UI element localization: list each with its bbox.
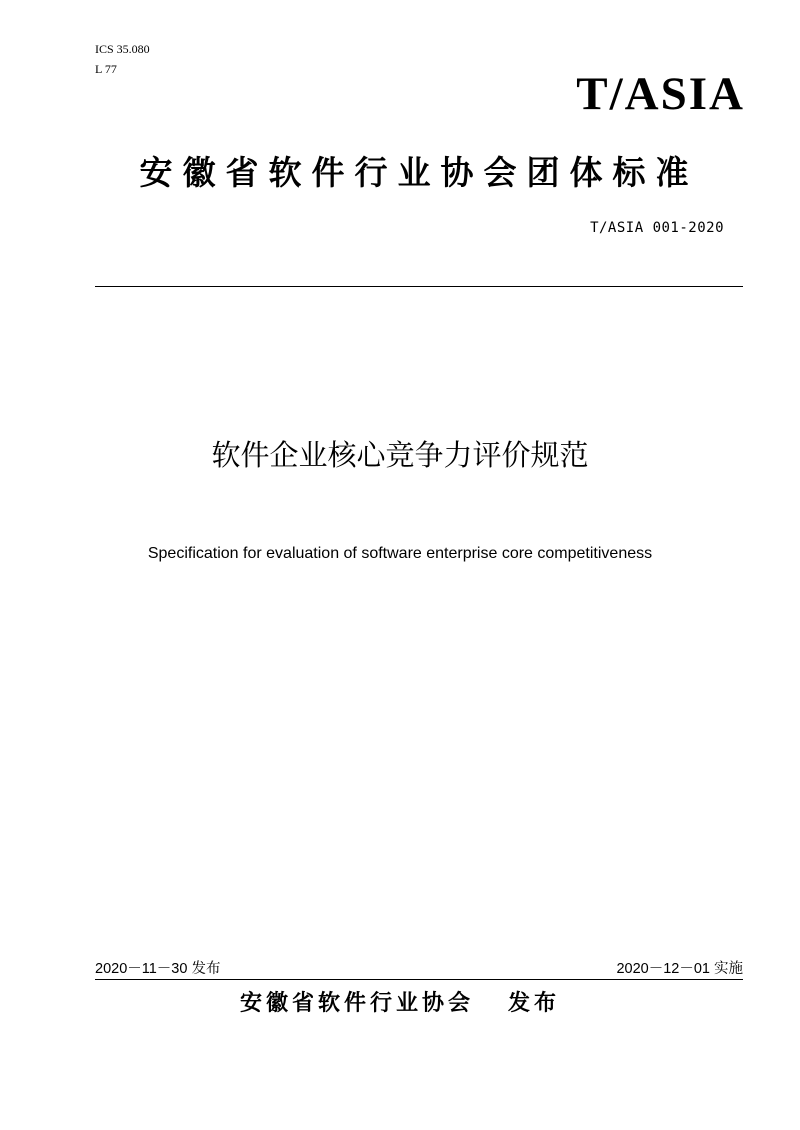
standard-number: T/ASIA 001-2020 xyxy=(590,220,724,236)
implement-date: 2020－12－01 实施 xyxy=(616,961,743,977)
standard-brand-logo: T/ASIA xyxy=(576,68,745,120)
issuer-name: 安徽省软件行业协会 xyxy=(239,991,474,1016)
document-title-chinese: 软件企业核心竞争力评价规范 xyxy=(211,438,589,472)
ics-code: ICS 35.080 xyxy=(95,42,150,56)
organization-standard-title: 安徽省软件行业协会团体标准 xyxy=(139,153,699,192)
ccs-code: L 77 xyxy=(95,62,117,76)
document-title-english: Specification for evaluation of software enterprise core competitiveness xyxy=(147,545,653,562)
issuer-line xyxy=(0,989,800,1019)
top-divider xyxy=(95,286,743,287)
issuer-action: 发布 xyxy=(508,991,561,1016)
publish-date: 2020－11－30 发布 xyxy=(95,961,221,977)
bottom-divider xyxy=(95,979,743,980)
